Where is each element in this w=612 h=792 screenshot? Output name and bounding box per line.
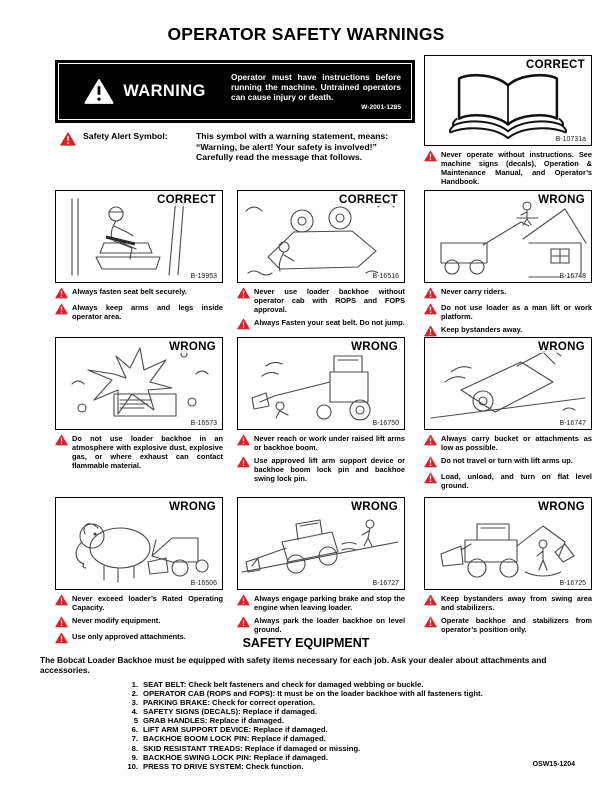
warning-item <box>237 616 405 634</box>
alert-triangle-icon <box>55 287 68 299</box>
item-text: GRAB HANDLES: Replace if damaged. <box>143 716 284 726</box>
item-text: LIFT ARM SUPPORT DEVICE: Replace if damaged. <box>143 725 328 735</box>
warning-item-text: Use only approved attachments. <box>72 632 186 642</box>
list-item <box>40 762 574 771</box>
item-number: 1. <box>131 680 138 689</box>
item-text: BACKHOE BOOM LOCK PIN: Replace if damaged. <box>143 734 326 744</box>
warning-item <box>237 594 405 612</box>
warning-item <box>237 318 405 330</box>
warning-item <box>237 456 405 483</box>
item-number: 6. <box>131 725 138 735</box>
doc-code: OSW15-1204 <box>532 761 575 768</box>
figure-id: B-16725 <box>559 580 586 587</box>
warning-item <box>424 434 592 452</box>
warning-item <box>424 616 592 634</box>
verdict-label: WRONG <box>169 341 216 353</box>
warning-item-text: Always fasten seat belt securely. <box>72 287 187 296</box>
list-item <box>40 734 574 743</box>
item-number: 9. <box>131 752 138 762</box>
safety-alert-label: Safety Alert Symbol: <box>83 131 168 141</box>
warning-item-text: Never operate without instructions. See machine signs (decals), Operation & Maintenance Manual, and Operator’s Handbook. <box>441 150 592 187</box>
figure-panel-explosion <box>55 337 223 470</box>
list-item <box>40 753 574 762</box>
alert-triangle-icon <box>424 472 437 484</box>
warning-item <box>237 434 405 452</box>
figure-panel-runaway <box>237 497 405 634</box>
warning-item <box>424 594 592 612</box>
warning-item-text: Never reach or work under raised lift arms or backhoe boom. <box>254 434 405 453</box>
item-number: 3. <box>131 698 138 708</box>
warning-item-text: Always engage parking brake and stop the engine when leaving loader. <box>254 594 405 613</box>
verdict-label: WRONG <box>351 501 398 513</box>
figure-frame <box>424 497 592 590</box>
warning-item <box>424 303 592 321</box>
safety-alert-row <box>60 131 418 163</box>
item-number: 8. <box>131 743 138 753</box>
warning-banner-inner <box>58 63 412 120</box>
figure-frame <box>424 55 592 146</box>
alert-triangle-icon <box>55 434 68 446</box>
item-text: PRESS TO DRIVE SYSTEM: Check function. <box>143 761 304 771</box>
figure-panel-rollover <box>237 190 405 330</box>
warning-item-text: Load, unload, and turn on flat level ground. <box>441 472 592 491</box>
list-item <box>40 689 574 698</box>
warning-item-text: Never exceed loader’s Rated Operating Capacity. <box>72 594 223 613</box>
item-text: OPERATOR CAB (ROPS and FOPS): It must be on the loader backhoe with all fasteners tight. <box>143 689 483 699</box>
alert-triangle-icon <box>237 318 250 330</box>
list-item <box>40 716 574 725</box>
alert-triangle-icon <box>424 616 437 628</box>
figure-panel-tipping <box>424 337 592 490</box>
item-number: 10. <box>127 761 138 771</box>
figure-id: B-16573 <box>190 420 217 427</box>
alert-triangle-icon <box>424 325 437 337</box>
warning-item <box>55 287 223 299</box>
figure-frame <box>424 337 592 430</box>
figure-frame <box>237 337 405 430</box>
section-heading: SAFETY EQUIPMENT <box>242 636 370 650</box>
alert-triangle-icon <box>424 434 437 446</box>
warning-item-text: Do not use loader backhoe in an atmosphere with explosive dust, explosive gas, or where exhaust can contact flammable material. <box>72 434 223 471</box>
warning-item-text: Always Fasten your seat belt. Do not jump. <box>254 318 405 328</box>
warning-banner-right <box>231 72 401 112</box>
warning-item <box>55 616 223 628</box>
figure-frame <box>55 337 223 430</box>
item-number: 2. <box>131 689 138 699</box>
figure-frame <box>55 190 223 283</box>
list-item <box>40 707 574 716</box>
warning-item-text: Operate backhoe and stabilizers from operator’s position only. <box>441 616 592 635</box>
figure-frame <box>55 497 223 590</box>
warning-item <box>424 456 592 468</box>
warning-item-text: Keep bystanders away from swing area and stabilizers. <box>441 594 592 613</box>
warning-item <box>55 434 223 470</box>
list-item <box>40 744 574 753</box>
verdict-label: WRONG <box>169 501 216 513</box>
warning-item <box>424 287 592 299</box>
figure-id: B-16506 <box>190 580 217 587</box>
alert-triangle-icon <box>55 616 68 628</box>
verdict-label: WRONG <box>538 501 585 513</box>
warning-label: WARNING <box>123 82 206 100</box>
equipment-list <box>40 680 574 771</box>
warning-item-text: Keep bystanders away. <box>441 325 523 335</box>
alert-triangle-icon <box>237 456 250 468</box>
item-text: SEAT BELT: Check belt fasteners and check for damaged webbing or buckle. <box>143 680 424 689</box>
alert-triangle-icon <box>55 303 68 315</box>
warning-item <box>55 303 223 321</box>
figure-id: B-19953 <box>190 273 217 280</box>
item-number: 7. <box>131 734 138 744</box>
alert-triangle-icon <box>424 303 437 315</box>
verdict-label: CORRECT <box>157 194 216 206</box>
warning-item-text: Never carry riders. <box>441 287 507 296</box>
figure-id: B-16747 <box>559 420 586 427</box>
warning-banner-text: Operator must have instructions before running the machine. Untrained operators can cause injury or death. <box>231 71 401 103</box>
warning-item <box>237 287 405 314</box>
figure-panel-instructions <box>424 55 592 186</box>
figure-frame <box>237 497 405 590</box>
figure-panel-seatbelt <box>55 190 223 321</box>
warning-item <box>424 150 592 186</box>
figure-id: B-16516 <box>372 273 399 280</box>
warning-item-text: Never modify equipment. <box>72 616 161 626</box>
warning-item-text: Always keep arms and legs inside operator area. <box>72 303 223 322</box>
section-intro: The Bobcat Loader Backhoe must be equipped with safety items necessary for each job. Ask your dealer about attachments and accessories. <box>40 655 547 676</box>
verdict-label: WRONG <box>538 341 585 353</box>
warning-item-text: Always carry bucket or attachments as low as possible. <box>441 434 592 453</box>
item-text: PARKING BRAKE: Check for correct operation. <box>143 698 315 708</box>
warning-item-text: Do not travel or turn with lift arms up. <box>441 456 573 466</box>
item-text: SAFETY SIGNS (DECALS): Replace if damaged. <box>143 707 318 717</box>
item-text: SKID RESISTANT TREADS: Replace if damaged or missing. <box>143 743 361 753</box>
safety-alert-icon <box>60 132 76 146</box>
item-number: 4. <box>131 707 138 717</box>
warning-item-text: Never use loader backhoe without operator cab with ROPS and FOPS approval. <box>254 287 405 315</box>
item-number: 5 <box>133 716 138 726</box>
alert-triangle-icon <box>237 287 250 299</box>
warning-item <box>424 325 592 337</box>
item-text: BACKHOE SWING LOCK PIN: Replace if damaged. <box>143 752 328 762</box>
list-item <box>40 725 574 734</box>
figure-frame <box>237 190 405 283</box>
figure-panel-raised-arms <box>237 337 405 483</box>
alert-triangle-icon <box>424 287 437 299</box>
warning-banner <box>55 60 415 123</box>
figure-id: B-16750 <box>372 420 399 427</box>
warning-item <box>424 472 592 490</box>
warning-item <box>55 594 223 612</box>
list-item <box>40 698 574 707</box>
figure-panel-man-lift <box>424 190 592 337</box>
figure-id: B-16727 <box>372 580 399 587</box>
alert-triangle-icon <box>55 594 68 606</box>
verdict-label: CORRECT <box>526 59 585 71</box>
warning-banner-left <box>59 78 231 105</box>
alert-triangle-icon <box>237 434 250 446</box>
figure-panel-overload <box>55 497 223 644</box>
page-title: OPERATOR SAFETY WARNINGS <box>167 24 445 44</box>
verdict-label: WRONG <box>351 341 398 353</box>
alert-triangle-icon <box>424 594 437 606</box>
warning-banner-code: W-2001-1285 <box>361 104 401 112</box>
safety-alert-text: This symbol with a warning statement, means: “Warning, be alert! Your safety is involved!” Carefully read the message that follows. <box>196 131 389 163</box>
figure-id: B-16748 <box>559 273 586 280</box>
figure-frame <box>424 190 592 283</box>
list-item <box>40 680 574 689</box>
warning-item-text: Do not use loader as a man lift or work platform. <box>441 303 592 322</box>
alert-triangle-icon <box>237 594 250 606</box>
verdict-label: CORRECT <box>339 194 398 206</box>
warning-item-text: Use approved lift arm support device or backhoe boom lock pin and backhoe swing lock pin. <box>254 456 405 484</box>
alert-triangle-icon <box>424 456 437 468</box>
figure-id: B-10731a <box>555 136 586 143</box>
alert-triangle-icon <box>237 616 250 628</box>
figure-panel-swing-area <box>424 497 592 634</box>
verdict-label: WRONG <box>538 194 585 206</box>
warning-triangle-icon <box>84 78 114 105</box>
warning-item-text: Always park the loader backhoe on level ground. <box>254 616 405 635</box>
alert-triangle-icon <box>424 150 437 162</box>
